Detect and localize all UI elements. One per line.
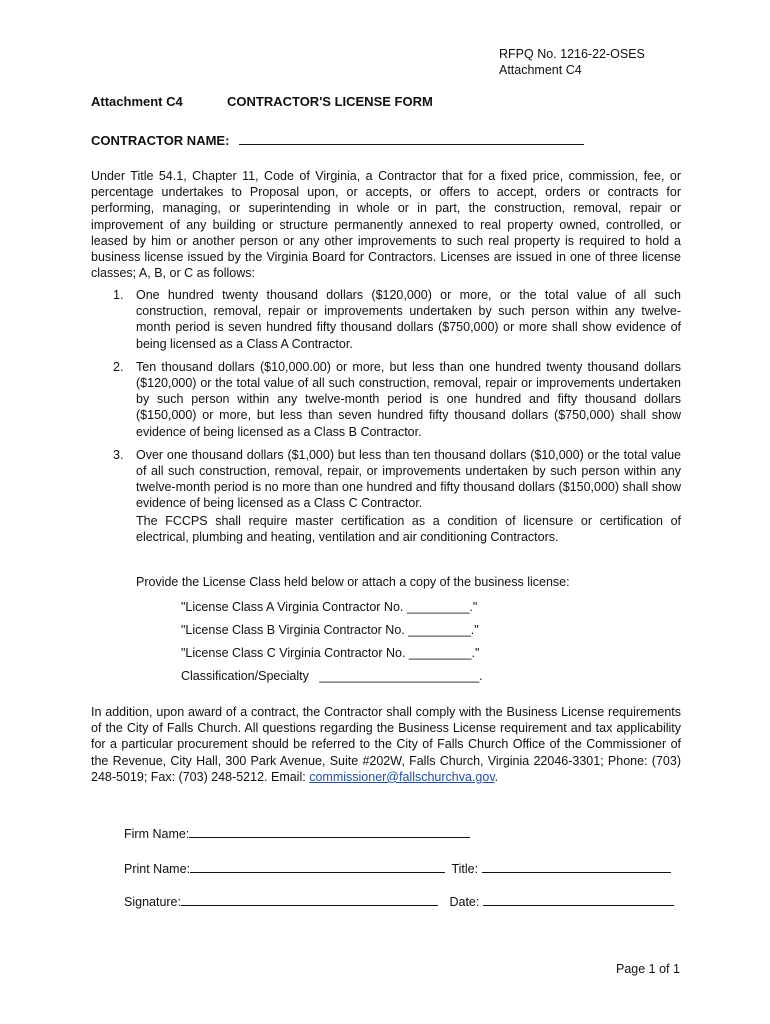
print-name-row	[124, 861, 671, 876]
list-text: Ten thousand dollars ($10,000.00) or more, but less than one hundred twenty thousand dollars ($120,000) or the total value of all such construction, removal, repair or improvements undertaken by such person within any twelve-month period is one hundred and fifty thousand dollars ($150,000) or more, but less than seven hundred fifty thousand dollars ($750,000) shall show evidence of being licensed as a Class B Contractor.	[136, 359, 681, 439]
contractor-name-field[interactable]	[239, 133, 584, 145]
page-title	[91, 94, 433, 109]
contractor-name-label: CONTRACTOR NAME:	[91, 133, 230, 148]
email-suffix: .	[494, 769, 499, 784]
print-name-label: Print Name:	[124, 862, 190, 876]
signature-field[interactable]	[181, 894, 438, 906]
fccps-note: The FCCPS shall require master certification as a condition of licensure or certification of electrical, plumbing and heating, ventilation and air conditioning Contractors.	[136, 514, 681, 545]
attachment-ref: Attachment C4	[499, 63, 582, 77]
reference-block	[499, 46, 645, 78]
list-item	[91, 359, 681, 440]
intro-paragraph: Under Title 54.1, Chapter 11, Code of Virginia, a Contractor that for a fixed price, commission, fee, or percentage undertakes to Proposal upon, or accepts, or offers to accept, orders or contracts for performing, managing, or superintending in whole or in part, the construction, removal, repair or improvement of any building or structure permanently annexed to real property owned, controlled, or leased by him or another person or any other improvements to such real property is required to hold a business license issued by the Virginia Board for Contractors. Licenses are issued in one of three license classes; A, B, or C as follows:	[91, 169, 681, 281]
date-label: Date:	[449, 895, 480, 909]
page-number: Page 1 of 1	[616, 962, 680, 976]
list-number: 1.	[113, 288, 124, 302]
list-item	[91, 287, 681, 352]
firm-name-row	[124, 826, 470, 841]
email-link[interactable]: commissioner@fallschurchva.gov	[309, 769, 495, 784]
print-name-field[interactable]	[190, 861, 445, 873]
license-class-c-line[interactable]: "License Class C Virginia Contractor No. _________."	[181, 646, 480, 660]
form-title: CONTRACTOR'S LICENSE FORM	[227, 94, 433, 109]
list-number: 2.	[113, 359, 124, 374]
license-class-b-line[interactable]: "License Class B Virginia Contractor No. _________."	[181, 623, 479, 637]
signature-row	[124, 894, 674, 909]
firm-name-label: Firm Name:	[124, 827, 190, 841]
provide-instruction: Provide the License Class held below or attach a copy of the business license:	[136, 575, 570, 589]
list-text: One hundred twenty thousand dollars ($120,000) or more, or the total value of all such construction, removal, repair or improvements undertaken by such person within any twelve-month period is seven hundred fifty thousand dollars ($750,000) or more shall show evidence of being licensed as a Class A Contractor.	[136, 288, 681, 351]
title-label: Title:	[451, 862, 479, 876]
license-class-list	[91, 287, 681, 519]
license-class-a-line[interactable]: "License Class A Virginia Contractor No. _________."	[181, 600, 478, 614]
attachment-title: Attachment C4	[91, 94, 183, 109]
list-item	[91, 447, 681, 512]
contractor-name-row	[91, 133, 584, 148]
business-license-paragraph	[91, 704, 681, 785]
list-number: 3.	[113, 447, 124, 462]
date-field[interactable]	[483, 894, 674, 906]
signature-label: Signature:	[124, 895, 181, 909]
classification-specialty-line[interactable]: Classification/Specialty _______________________.	[181, 669, 483, 683]
title-field[interactable]	[482, 861, 671, 873]
firm-name-field[interactable]	[189, 826, 470, 838]
rfpq-number: RFPQ No. 1216-22-OSES	[499, 47, 645, 61]
addition-text: In addition, upon award of a contract, the Contractor shall comply with the Business License requirements of the City of Falls Church. All questions regarding the Business License requirement and tax applicability for a particular procurement should be referred to the City of Falls Church Office of the Commissioner of the Revenue, City Hall, 300 Park Avenue, Suite #202W, Falls Church, Virginia 22046-3301; Phone: (703) 248-5019; Fax: (703) 248-5212. Email:	[91, 705, 681, 784]
list-text: Over one thousand dollars ($1,000) but less than ten thousand dollars ($10,000) or the total value of all such construction, removal, repair, or improvements undertaken by such person within any twelve-month period is no more than one hundred and fifty thousand dollars ($150,000) shall show evidence of being licensed as a Class C Contractor.	[136, 447, 681, 511]
